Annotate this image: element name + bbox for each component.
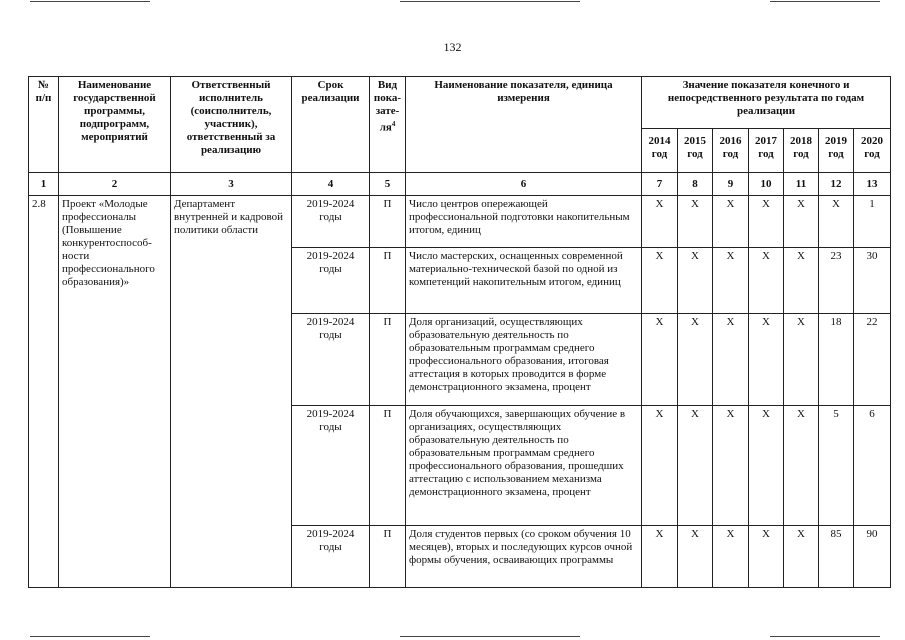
row-value-2014: X — [642, 406, 678, 526]
row-value-2019: 85 — [819, 526, 854, 588]
project-name: Проект «Молодые профессионалы (Повышение конкурентоспособ-ности профессионального образования)» — [59, 196, 171, 588]
row-type: П — [370, 248, 406, 314]
scan-line-bottom-mid — [400, 636, 580, 637]
row-value-2015: X — [678, 248, 713, 314]
scan-line-top-left — [30, 1, 150, 2]
column-number: 1 — [29, 173, 59, 196]
row-value-2020: 90 — [854, 526, 891, 588]
row-term: 2019-2024 годы — [292, 406, 370, 526]
column-number: 10 — [749, 173, 784, 196]
column-number: 4 — [292, 173, 370, 196]
row-type: П — [370, 526, 406, 588]
row-value-2017: X — [749, 526, 784, 588]
row-value-2018: X — [784, 196, 819, 248]
column-number: 5 — [370, 173, 406, 196]
header-type-footnote: 4 — [391, 120, 396, 128]
row-term: 2019-2024 годы — [292, 526, 370, 588]
header-executor: Ответственный исполнитель (соисполнитель, участник), ответственный за реализацию — [171, 77, 292, 173]
row-value-2018: X — [784, 248, 819, 314]
row-value-2015: X — [678, 526, 713, 588]
page-number: 132 — [443, 40, 462, 54]
column-number: 13 — [854, 173, 891, 196]
project-number: 2.8 — [29, 196, 59, 588]
row-value-2014: X — [642, 196, 678, 248]
row-term: 2019-2024 годы — [292, 196, 370, 248]
row-value-2018: X — [784, 314, 819, 406]
row-value-2018: X — [784, 526, 819, 588]
header-year: 2018 год — [784, 129, 819, 173]
header-num: № п/п — [29, 77, 59, 173]
row-type: П — [370, 406, 406, 526]
column-number: 6 — [406, 173, 642, 196]
row-value-2015: X — [678, 406, 713, 526]
row-value-2020: 30 — [854, 248, 891, 314]
header-type — [370, 77, 406, 173]
scan-line-bottom-right — [770, 636, 880, 637]
row-value-2014: X — [642, 314, 678, 406]
scan-line-top-right — [770, 1, 880, 2]
row-indicator: Доля студентов первых (со сроком обучения 10 месяцев), вторых и последующих курсов очной формы обучения, осваивающих программы — [406, 526, 642, 588]
header-values-group: Значение показателя конечного и непосредственного результата по годам реализации — [642, 77, 891, 129]
column-number: 11 — [784, 173, 819, 196]
column-number: 9 — [713, 173, 749, 196]
row-indicator: Число центров опережающей профессиональной подготовки накопительным итогом, единиц — [406, 196, 642, 248]
table-row — [29, 196, 891, 248]
row-value-2016: X — [713, 526, 749, 588]
header-term: Срок реализации — [292, 77, 370, 173]
column-number: 2 — [59, 173, 171, 196]
row-value-2018: X — [784, 406, 819, 526]
row-value-2020: 6 — [854, 406, 891, 526]
row-value-2019: 23 — [819, 248, 854, 314]
column-number: 3 — [171, 173, 292, 196]
row-value-2017: X — [749, 314, 784, 406]
row-indicator: Доля организаций, осуществляющих образовательную деятельность по образовательным программам среднего профессионального образования, итоговая аттестация в которых проводится в форме демонстрационного экзамена, процент — [406, 314, 642, 406]
row-value-2017: X — [749, 196, 784, 248]
row-value-2015: X — [678, 314, 713, 406]
row-term: 2019-2024 годы — [292, 314, 370, 406]
header-name: Наименование государственной программы, подпрограмм, мероприятий — [59, 77, 171, 173]
row-value-2016: X — [713, 196, 749, 248]
row-term: 2019-2024 годы — [292, 248, 370, 314]
row-value-2020: 1 — [854, 196, 891, 248]
header-year: 2016 год — [713, 129, 749, 173]
indicators-table — [28, 76, 891, 588]
column-number: 12 — [819, 173, 854, 196]
row-type: П — [370, 196, 406, 248]
row-value-2014: X — [642, 526, 678, 588]
header-year: 2014 год — [642, 129, 678, 173]
column-number: 7 — [642, 173, 678, 196]
row-value-2016: X — [713, 406, 749, 526]
row-value-2019: 18 — [819, 314, 854, 406]
header-indicator: Наименование показателя, единица измерения — [406, 77, 642, 173]
row-value-2014: X — [642, 248, 678, 314]
row-value-2019: X — [819, 196, 854, 248]
row-indicator: Доля обучающихся, завершающих обучение в организациях, осуществляющих образовательную деятельность по образовательным программам среднего профессионального образования, прошедших аттестацию с использованием механизма демонстрационного экзамена, процент — [406, 406, 642, 526]
row-value-2016: X — [713, 314, 749, 406]
header-year: 2015 год — [678, 129, 713, 173]
header-type-text: Вид пока-зате-ля — [373, 79, 402, 134]
row-value-2016: X — [713, 248, 749, 314]
row-type: П — [370, 314, 406, 406]
row-value-2017: X — [749, 248, 784, 314]
scan-line-top-mid — [400, 1, 580, 2]
column-number: 8 — [678, 173, 713, 196]
row-value-2017: X — [749, 406, 784, 526]
row-indicator: Число мастерских, оснащенных современной материально-технической базой по одной из компетенций накопительным итогом, единиц — [406, 248, 642, 314]
header-year: 2020 год — [854, 129, 891, 173]
scan-line-bottom-left — [30, 636, 150, 637]
row-value-2015: X — [678, 196, 713, 248]
row-value-2019: 5 — [819, 406, 854, 526]
header-year: 2019 год — [819, 129, 854, 173]
header-year: 2017 год — [749, 129, 784, 173]
row-value-2020: 22 — [854, 314, 891, 406]
project-executor: Департамент внутренней и кадровой политики области — [171, 196, 292, 588]
